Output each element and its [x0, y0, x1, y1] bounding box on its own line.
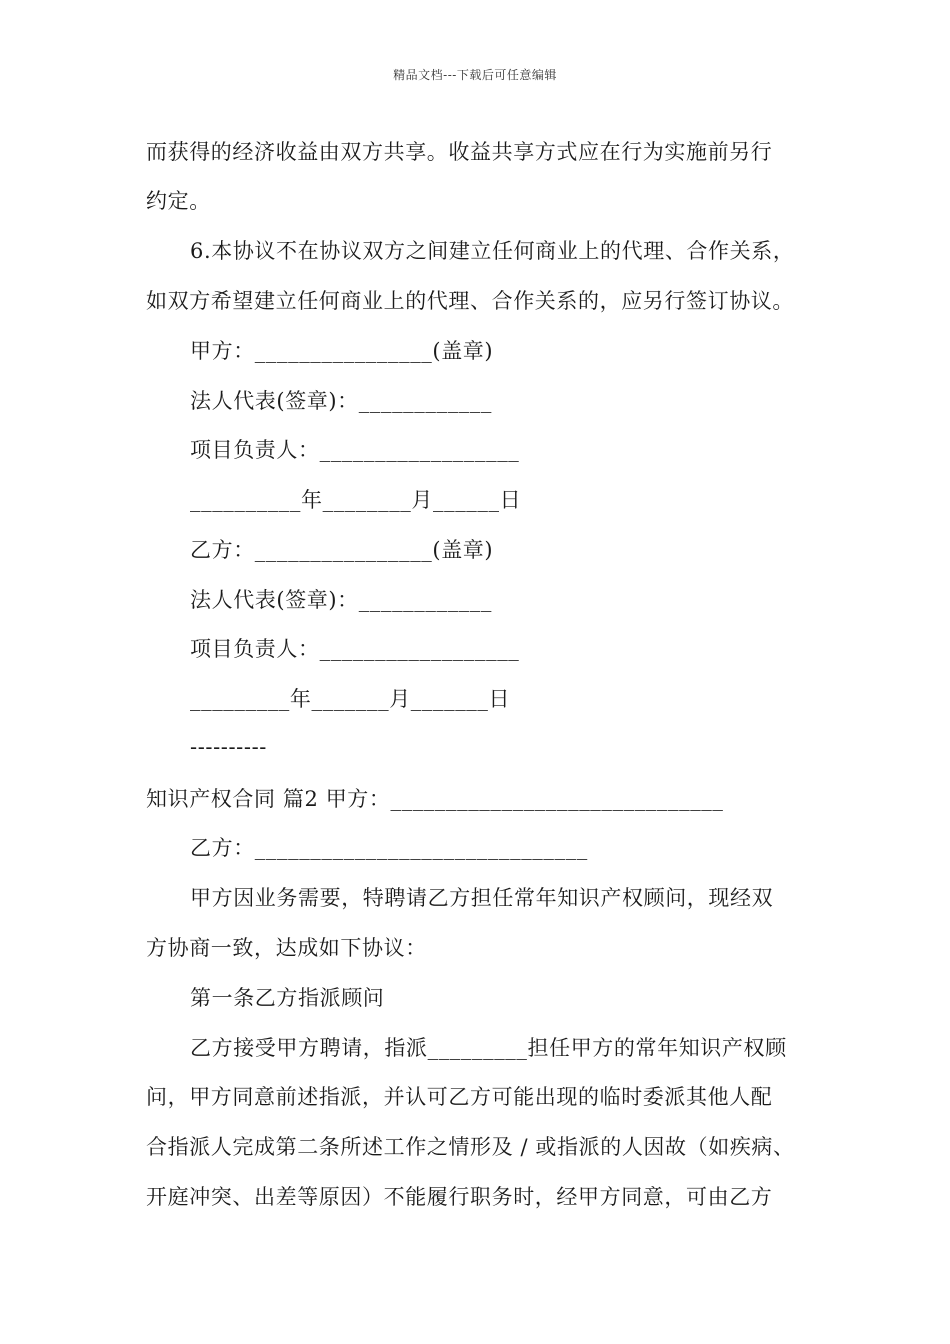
party-b-signature-line: 乙方：________________(盖章) — [190, 538, 494, 562]
body-line: 开庭冲突、出差等原因）不能履行职务时，经甲方同意，可由乙方 — [146, 1185, 773, 1209]
body-line: 乙方接受甲方聘请，指派_________担任甲方的常年知识产权顾 — [190, 1036, 787, 1060]
project-lead-line: 项目负责人：__________________ — [190, 438, 520, 462]
project-lead-line: 项目负责人：__________________ — [190, 637, 520, 661]
legal-rep-line: 法人代表(签章)：____________ — [190, 389, 492, 413]
clause-6-line: 6.本协议不在协议双方之间建立任何商业上的代理、合作关系， — [190, 239, 795, 263]
page-header: 精品文档---下载后可任意编辑 — [393, 68, 557, 82]
party-a-signature-line: 甲方：________________(盖章) — [190, 339, 494, 363]
body-line: 而获得的经济收益由双方共享。收益共享方式应在行为实施前另行 — [146, 140, 773, 164]
contract-2-title-line: 知识产权合同 篇2 甲方：______________________________ — [146, 787, 724, 811]
legal-rep-line: 法人代表(签章)：____________ — [190, 588, 492, 612]
body-line: 约定。 — [146, 189, 211, 213]
body-line: 问，甲方同意前述指派，并认可乙方可能出现的临时委派其他人配 — [146, 1085, 773, 1109]
body-line: 如双方希望建立任何商业上的代理、合作关系的，应另行签订协议。 — [146, 289, 794, 313]
body-line: 方协商一致，达成如下协议： — [146, 936, 427, 960]
article-1-heading: 第一条乙方指派顾问 — [190, 986, 385, 1010]
body-line: 合指派人完成第二条所述工作之情形及 / 或指派的人因故（如疾病、 — [146, 1135, 795, 1159]
separator-line: ---------- — [190, 735, 267, 759]
body-line: 甲方因业务需要，特聘请乙方担任常年知识产权顾问，现经双 — [190, 886, 774, 910]
party-b-line: 乙方：______________________________ — [190, 836, 588, 860]
date-line: _________年_______月_______日 — [190, 687, 511, 711]
date-line: __________年________月______日 — [190, 488, 522, 512]
